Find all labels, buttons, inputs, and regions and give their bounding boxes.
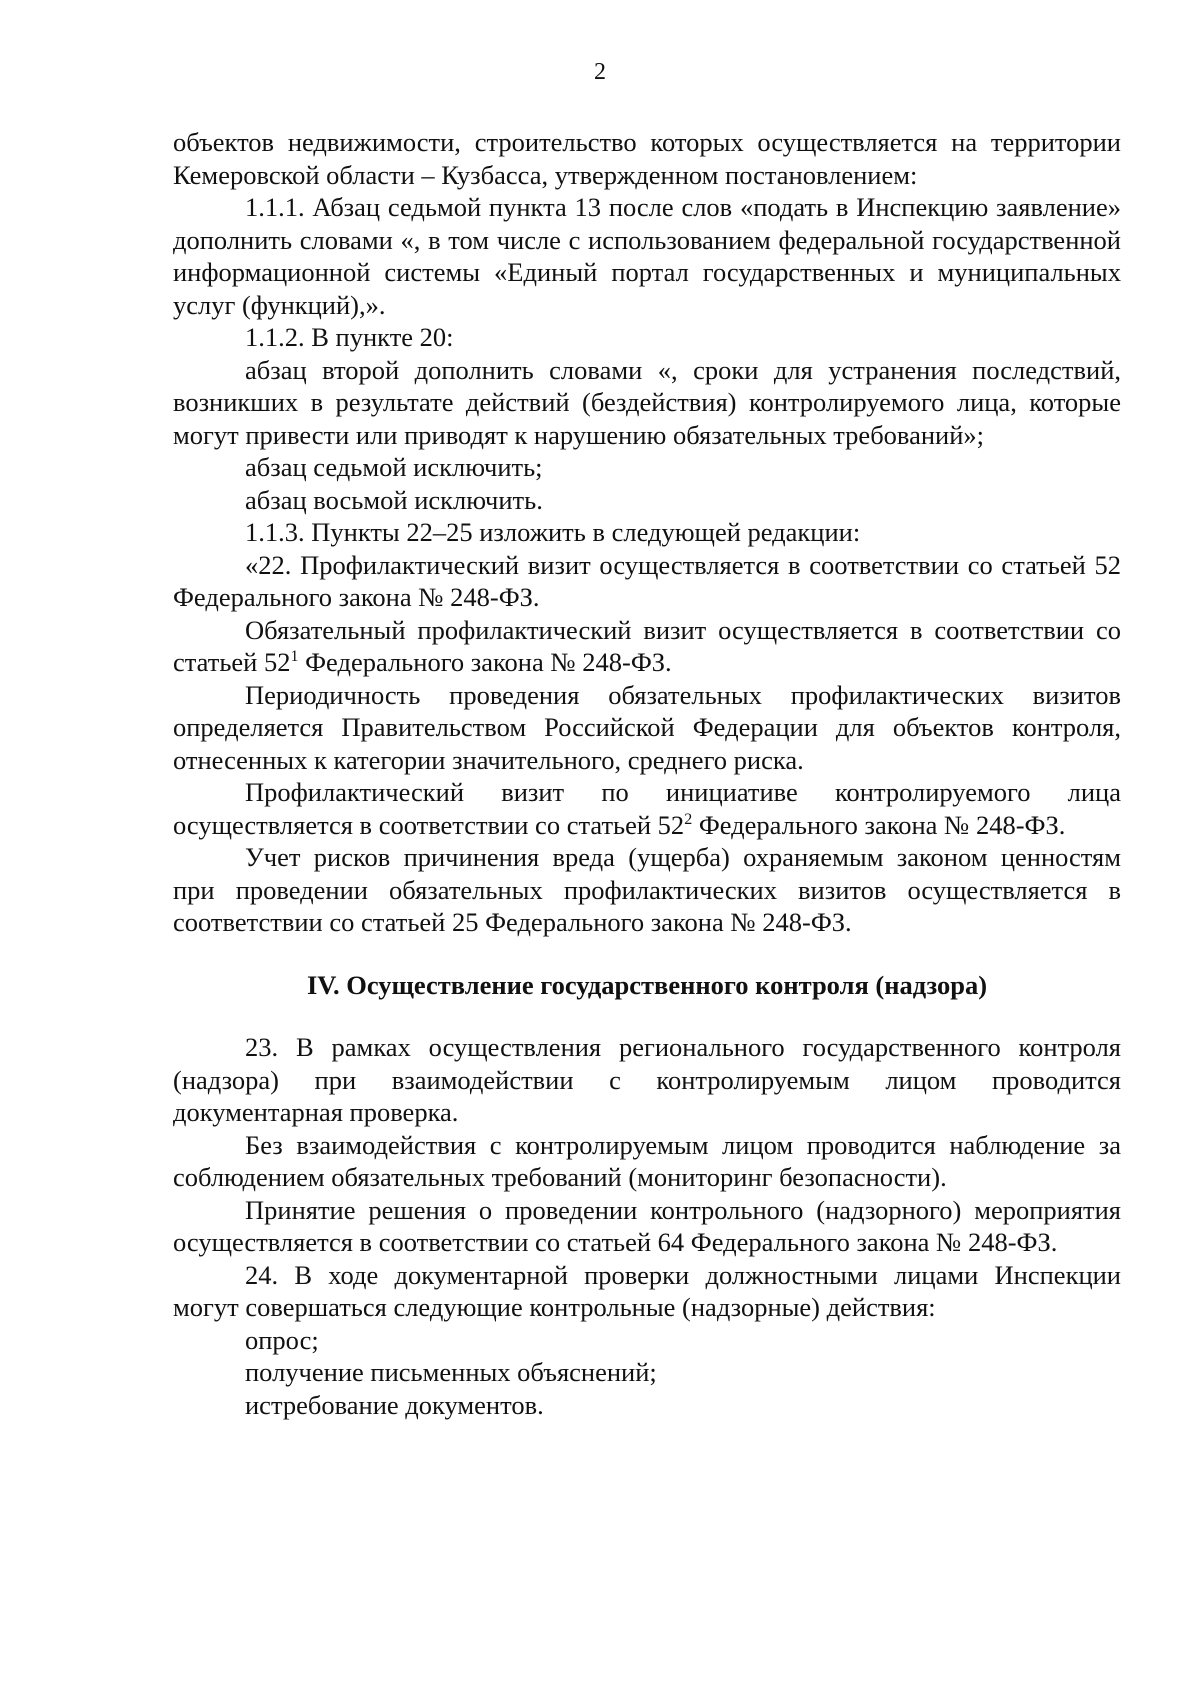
superscript-2: 2 xyxy=(684,810,693,828)
paragraph: получение письменных объяснений; xyxy=(245,1357,657,1387)
paragraph-periodicity: Периодичность проведения обязательных профилактических визитов определяется Правительством Российской Федерации для объектов контроля, отнесенных к категории значительного, среднего риска. xyxy=(173,679,1121,775)
paragraph: опрос; xyxy=(245,1324,319,1355)
document-body xyxy=(173,126,1121,1421)
paragraph: истребование документов. xyxy=(245,1389,544,1420)
paragraph: объектов недвижимости, строительство которых осуществляется на территории Кемеровской области – Кузбасса, утвержденном постановлением: xyxy=(173,127,1121,190)
section-heading: IV. Осуществление государственного контроля (надзора) xyxy=(306,969,988,1000)
paragraphs-after xyxy=(173,1031,1121,1421)
paragraphs-before xyxy=(173,126,1121,614)
paragraph: Без взаимодействия с контролируемым лицом проводится наблюдение за соблюдением обязательных требований (мониторинг безопасности). xyxy=(173,1129,1121,1192)
paragraph: абзац второй дополнить словами «, сроки для устранения последствий, возникших в результате действий (бездействия) контролируемого лица, которые могут привести или приводят к нарушению обязательных требований»; xyxy=(173,354,1121,450)
page-number: 2 xyxy=(594,59,606,85)
paragraph-mandatory-visit: Обязательный профилактический визит осуществляется в соответствии со статьей $52^1$ Федерального закона № 248-ФЗ. xyxy=(173,614,1121,677)
paragraph: 23. В рамках осуществления регионального государственного контроля (надзора) при взаимодействии с контролируемым лицом проводится документарная проверка. xyxy=(173,1032,1121,1127)
paragraph: «22. Профилактический визит осуществляется в соответствии со статьей 52 Федерального закона № 248-ФЗ. xyxy=(173,549,1121,612)
paragraph: Принятие решения о проведении контрольного (надзорного) мероприятия осуществляется в соответствии со статьей 64 Федерального закона № 248-ФЗ. xyxy=(173,1194,1121,1257)
paragraph-risks: Учет рисков причинения вреда (ущерба) охраняемым законом ценностям при проведении обязательных профилактических визитов осуществляется в соответствии со статьей 25 Федерального закона № 248-ФЗ. xyxy=(173,842,1121,937)
paragraph: 1.1.3. Пункты 22–25 изложить в следующей редакции: xyxy=(245,517,861,547)
paragraph: 1.1.2. В пункте 20: xyxy=(245,322,454,352)
paragraph: абзац восьмой исключить. xyxy=(245,484,543,515)
paragraph: 24. В ходе документарной проверки должностными лицами Инспекции могут совершаться следующие контрольные (надзорные) действия: xyxy=(173,1259,1121,1322)
paragraph: абзац седьмой исключить; xyxy=(245,452,543,482)
paragraph: 1.1.1. Абзац седьмой пункта 13 после слов «подать в Инспекцию заявление» дополнить словами «, в том числе с использованием федеральной государственной информационной системы «Единый портал государственных и муниципальных услуг (функций),». xyxy=(173,192,1121,320)
superscript-1: 1 xyxy=(290,648,299,666)
paragraph-initiative-visit: Профилактический визит по инициативе контролируемого лица осуществляется в соответствии со статьей $52^2$ Федерального закона № 248-ФЗ. xyxy=(173,777,1121,840)
